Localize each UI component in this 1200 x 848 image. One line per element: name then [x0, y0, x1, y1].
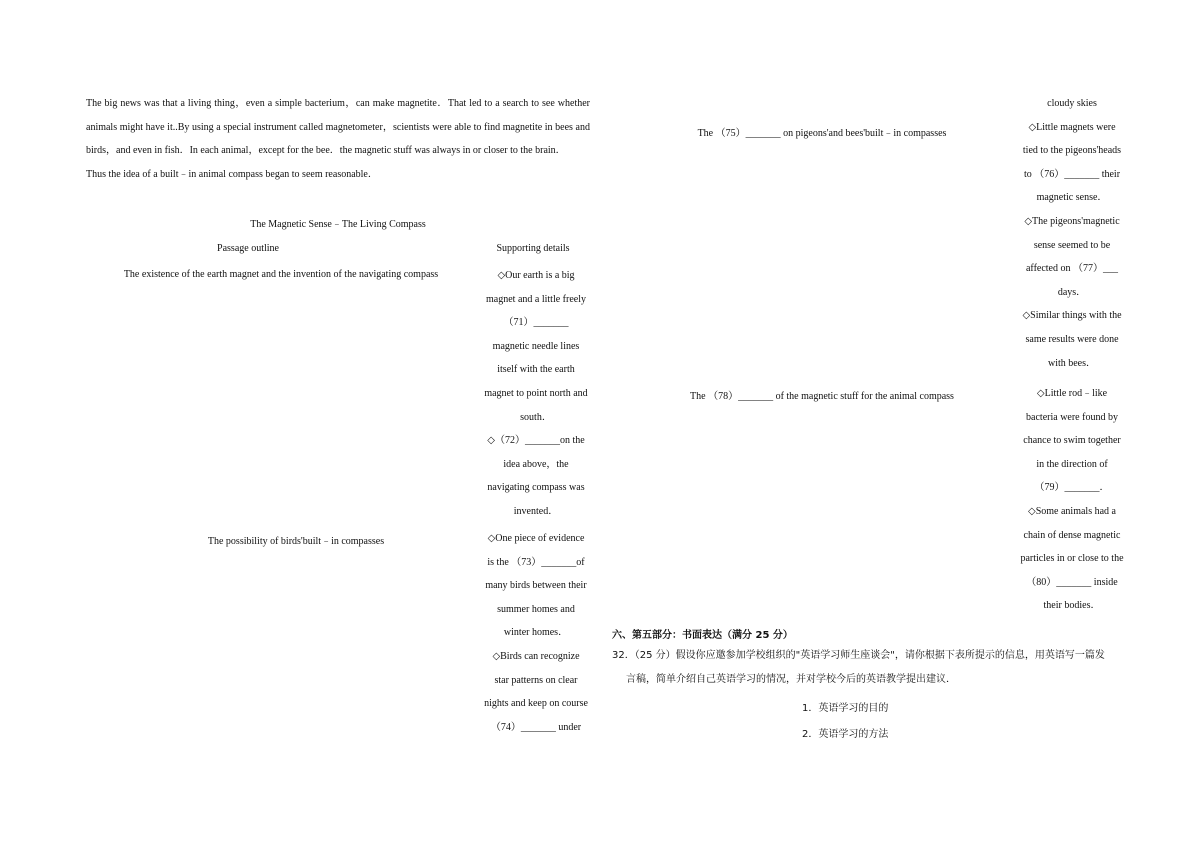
details-row-3: cloudy skies ◇Little magnets were tied to the pigeons'heads to （76）_______ their magnetic sense． ◇The pigeons'magnetic sense seemed to be affected on （77）___ days． ◇Similar things with the same results were done with bees． [1022, 98, 1122, 369]
header-supporting-details: Supporting details [496, 243, 570, 254]
question-32-line-2: 言稿，简单介绍自己英语学习的情况，并对学校今后的英语教学提出建议． [626, 674, 956, 685]
header-passage-outline: Passage outline [217, 243, 279, 254]
details-row-4: ◇Little rod﹣like bacteria were found by chance to swim together in the direction of （79）_______． ◇Some animals had a chain of dense magnetic particles in or close to the （80）_______ inside their bodies． [1020, 388, 1124, 612]
passage-paragraph-2: Thus the idea of a built﹣in animal compass began to seem reasonable． [86, 168, 378, 180]
left-column [86, 92, 590, 733]
writing-item-2: 2．英语学习的方法 [802, 729, 889, 740]
outline-row-1: The existence of the earth magnet and the invention of the navigating compass [123, 269, 439, 280]
passage-paragraph-1: The big news was that a living thing，even a simple bacterium，can make magnetite．That led to a search to see whether animals might have it..By using a special instrument called magnetometer，scientists were able to find magnetite in bees and birds，and even in fish．In each animal，except for the bee．the magnetic stuff was always in or closer to the brain． [86, 98, 590, 156]
details-row-2: ◇One piece of evidence is the （73）_______of many birds between their summer homes and winter homes． ◇Birds can recognize star patterns on clear nights and keep on course （74）_______ under [484, 533, 588, 733]
outline-row-2: The possibility of birds'built﹣in compasses [207, 536, 385, 547]
outline-row-3: The （75）_______ on pigeons'and bees'built﹣in compasses [697, 128, 947, 139]
section-heading-writing: 六、第五部分：书面表达（满分 25 分） [612, 630, 793, 641]
question-32-line-1: 32．（25 分）假设你应邀参加学校组织的"英语学习师生座谈会"，请你根据下表所提示的信息，用英语写一篇发 [612, 650, 1105, 661]
table-title: The Magnetic Sense﹣The Living Compass [250, 219, 426, 230]
writing-item-1: 1．英语学习的目的 [802, 703, 889, 714]
outline-row-4: The （78）_______ of the magnetic stuff for the animal compass [690, 391, 954, 402]
details-row-1: ◇Our earth is a big magnet and a little freely （71）_______ magnetic needle lines itself with the earth magnet to point north and south． ◇（72）_______on the idea above，the navigating compass was invented． [484, 270, 588, 517]
